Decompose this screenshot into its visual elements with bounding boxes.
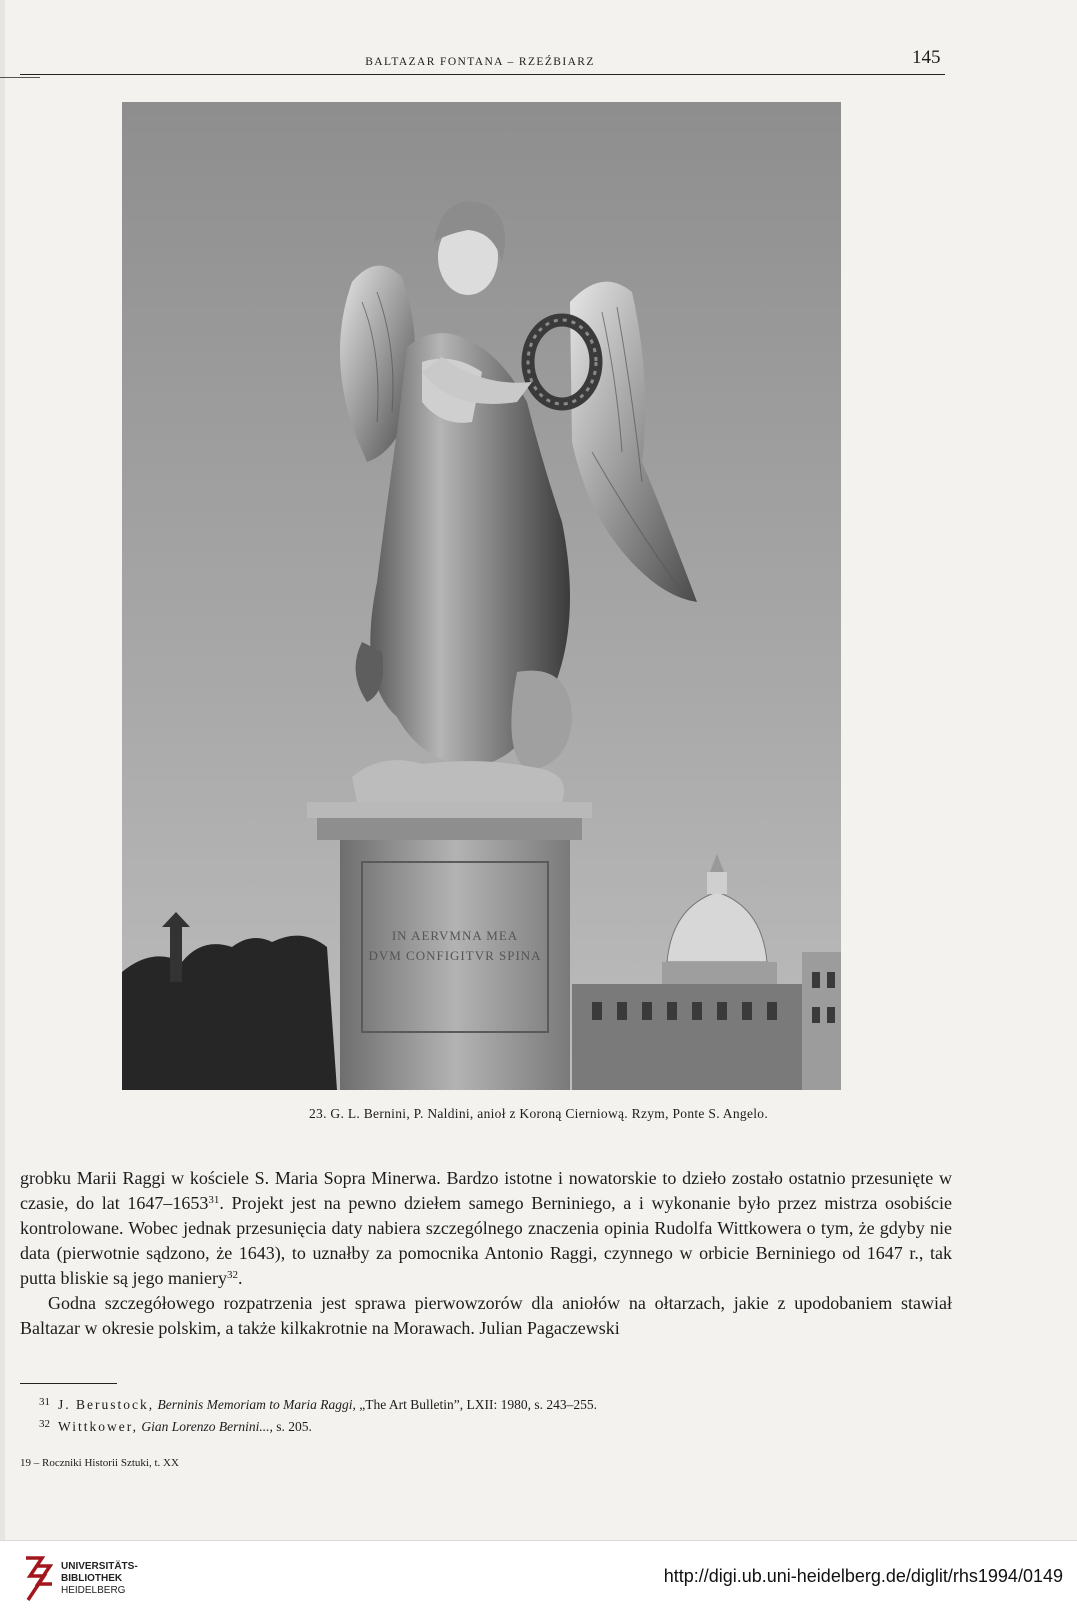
source-url-link[interactable]: http://digi.ub.uni-heidelberg.de/diglit/rhs1994/0149 [663, 1566, 1063, 1586]
svg-text:DVM CONFIGITVR SPINA: DVM CONFIGITVR SPINA [368, 948, 542, 963]
printer-signature: 19 – Roczniki Historii Sztuki, t. XX [20, 1457, 179, 1469]
figure-caption: 23. G. L. Bernini, P. Naldini, anioł z Koroną Cierniową. Rzym, Ponte S. Angelo. [308, 1106, 769, 1121]
logo-line: HEIDELBERG [61, 1585, 126, 1596]
footnote-title: Gian Lorenzo Bernini..., [141, 1419, 273, 1434]
page-edge [0, 0, 5, 1540]
footnote [20, 1396, 597, 1413]
footnote-rest: s. 205. [276, 1419, 312, 1434]
library-name [61, 1561, 138, 1597]
text-run: . [237, 1268, 243, 1288]
logo-line: UNIVERSITÄTS- [61, 1561, 138, 1572]
running-head: BALTAZAR FONTANA – RZEŹBIARZ [365, 56, 595, 68]
footnote-number: 31 [39, 1396, 50, 1408]
page-number: 145 [912, 47, 941, 68]
angel-statue-photograph [122, 102, 841, 1090]
svg-text:IN AERVMNA MEA: IN AERVMNA MEA [391, 928, 519, 943]
paragraph: Godna szczegółowego rozpatrzenia jest sprawa pierwowzorów dla aniołów na ołtarzach, jakie z upodobaniem stawiał Baltazar w okresie polskim, a także kilkakrotnie na Morawach. Julian Pagaczewski [20, 1293, 952, 1338]
footnote-author: Wittkower, [58, 1419, 139, 1434]
library-logo-icon[interactable] [20, 1554, 56, 1609]
text-run: grobku Marii Raggi w kościele S. Maria Sopra Minerwa. Bardzo istotne i nowatorskie to dzieło zostało ostatnio przesunięte w czasie, do lat 1647–1653 [20, 1168, 952, 1213]
footnote-ref[interactable]: 32 [226, 1269, 238, 1281]
footnote-rule [20, 1383, 117, 1384]
footnote-rest: „The Art Bulletin”, LXII: 1980, s. 243–255. [359, 1397, 597, 1412]
footnote-title: Berninis Memoriam to Maria Raggi, [157, 1397, 356, 1412]
footnote-author: J. Berustock, [58, 1397, 155, 1412]
margin-rule [0, 77, 40, 78]
footnote-number: 32 [39, 1418, 50, 1430]
logo-line: BIBLIOTHEK [61, 1573, 123, 1584]
header-rule [20, 74, 945, 75]
footnote [20, 1418, 312, 1435]
library-footer [0, 1540, 1077, 1618]
text-run: . Projekt jest na pewno dziełem samego Berniniego, a i wykonanie było przez mistrza osobiście kontrolowane. Wobec jednak przesunięcia daty nabiera szczególnego znaczenia opinia Rudolfa Wittkowera o tym, że gdyby nie data (pierwotnie sądzono, że 1643), to uznałby za pomocnika Antonio Raggi, czynnego w orbicie Berniniego od 1647 r., tak putta bliskie są jego maniery [20, 1193, 952, 1288]
footnote-ref[interactable]: 31 [208, 1194, 220, 1206]
paragraph [20, 1166, 952, 1291]
body-text [20, 1166, 952, 1341]
